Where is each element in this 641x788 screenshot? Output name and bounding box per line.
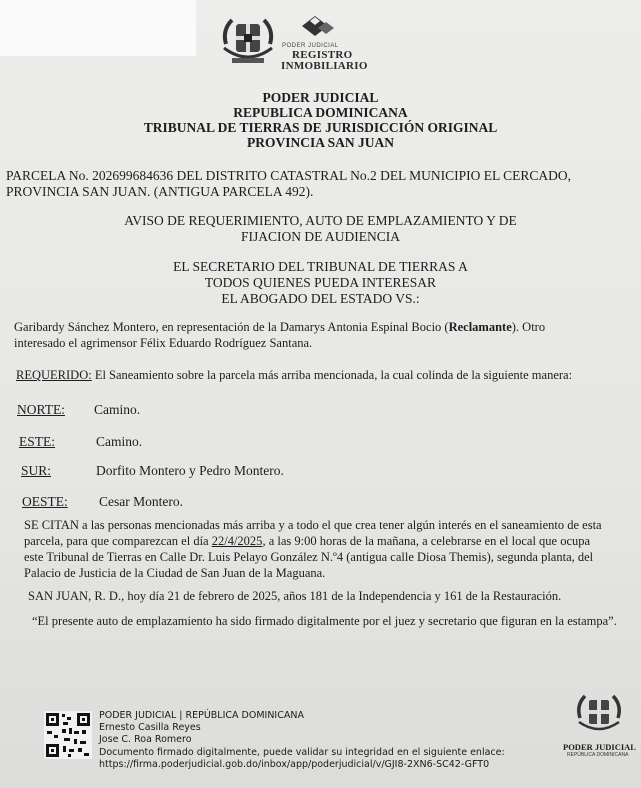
header-line4: PROVINCIA SAN JUAN [246, 135, 394, 150]
footer-brand-name: PODER JUDICIAL [563, 742, 636, 752]
parties-text-a: Garibardy Sánchez Montero, en representación de la Damarys Antonia Espinal Bocio ( [14, 320, 449, 334]
blank-corner [0, 0, 196, 56]
parcela-line2: PROVINCIA SAN JUAN. (ANTIGUA PARCELA 492). [6, 184, 314, 199]
footer-line2: Ernesto Casilla Reyes [99, 722, 201, 733]
logo-brand-line2: INMOBILIARIO [281, 60, 368, 72]
requerido-line [16, 368, 572, 383]
secretario-line3: EL ABOGADO DEL ESTADO VS.: [221, 291, 420, 306]
parcela-line1: PARCELA No. 202699684636 DEL DISTRITO CATASTRAL No.2 DEL MUNICIPIO EL CERCADO, [6, 168, 572, 183]
aviso-line2: FIJACION DE AUDIENCIA [241, 229, 400, 244]
citan-line3: este Tribunal de Tierras en Calle Dr. Luis Pelayo González N.º4 (antigua calle Diosa Themis), segunda planta, del [24, 550, 594, 564]
citan-text-a: parcela, para que comparezcan el día [24, 534, 212, 548]
footer-brand-caption: REPÚBLICA DOMINICANA [567, 752, 629, 758]
fecha-line: SAN JUAN, R. D., hoy día 21 de febrero de 2025, años 181 de la Independencia y 161 de la Restauración. [28, 589, 562, 603]
reclamante-label: Reclamante [448, 320, 512, 334]
secretario-line1: EL SECRETARIO DEL TRIBUNAL DE TIERRAS A [173, 259, 468, 274]
coat-of-arms-icon [218, 14, 278, 68]
footer-coat-of-arms-icon [574, 692, 624, 738]
oeste-value: Cesar Montero. [99, 494, 183, 509]
requerido-text: El Saneamiento sobre la parcela más arriba mencionada, la cual colinda de la siguiente manera: [91, 368, 573, 382]
citan-date: 22/4/2025 [211, 534, 263, 548]
secretario-line2: TODOS QUIENES PUEDA INTERESAR [204, 275, 437, 290]
citan-line4: Palacio de Justicia de la Ciudad de San Juan de la Maguana. [24, 566, 326, 580]
citan-text-b: , a las 9:00 horas de la mañana, a celebrarse en el local que ocupa [262, 534, 591, 548]
norte-label: NORTE: [17, 402, 65, 417]
logo-caption: PODER JUDICIAL [282, 43, 339, 49]
footer-verification-link[interactable]: https://firma.poderjudicial.gob.do/inbox/app/poderjudicial/v/GJI8-2XN6-SC42-GFT0 [99, 759, 490, 770]
footer-line1: PODER JUDICIAL | REPÚBLICA DOMINICANA [99, 710, 304, 721]
requerido-label: REQUERIDO: [16, 368, 92, 382]
parties-line1 [14, 320, 545, 335]
footer-line4: Documento firmado digitalmente, puede validar su integridad en el siguiente enlace: [99, 747, 505, 758]
sur-value: Dorfito Montero y Pedro Montero. [96, 463, 284, 478]
footer-line3: Jose C. Roa Romero [99, 734, 192, 745]
este-value: Camino. [96, 434, 143, 449]
header-line2: REPUBLICA DOMINICANA [233, 105, 408, 120]
header-line3: TRIBUNAL DE TIERRAS DE JURISDICCIÓN ORIGINAL [143, 120, 498, 135]
registro-inmobiliario-logo-icon [286, 12, 344, 42]
logo-brand-line1: REGISTRO [292, 49, 353, 61]
aviso-line1: AVISO DE REQUERIMIENTO, AUTO DE EMPLAZAMIENTO Y DE [124, 213, 517, 228]
firmado-line: “El presente auto de emplazamiento ha sido firmado digitalmente por el juez y secretario que figuran en la estampa”. [32, 614, 617, 628]
oeste-label: OESTE: [22, 494, 68, 509]
citan-line2 [24, 534, 590, 549]
header-line1: PODER JUDICIAL [262, 90, 379, 105]
citan-line1: SE CITAN a las personas mencionadas más arriba y a todo el que crea tener algún interés en el saneamiento de esta [24, 518, 602, 532]
qr-code-icon [44, 711, 92, 759]
norte-value: Camino. [94, 402, 141, 417]
este-label: ESTE: [19, 434, 55, 449]
parties-line2: interesado el agrimensor Félix Eduardo Rodríguez Santana. [14, 336, 313, 350]
sur-label: SUR: [21, 463, 52, 478]
parties-text-b: ). Otro [511, 320, 546, 334]
